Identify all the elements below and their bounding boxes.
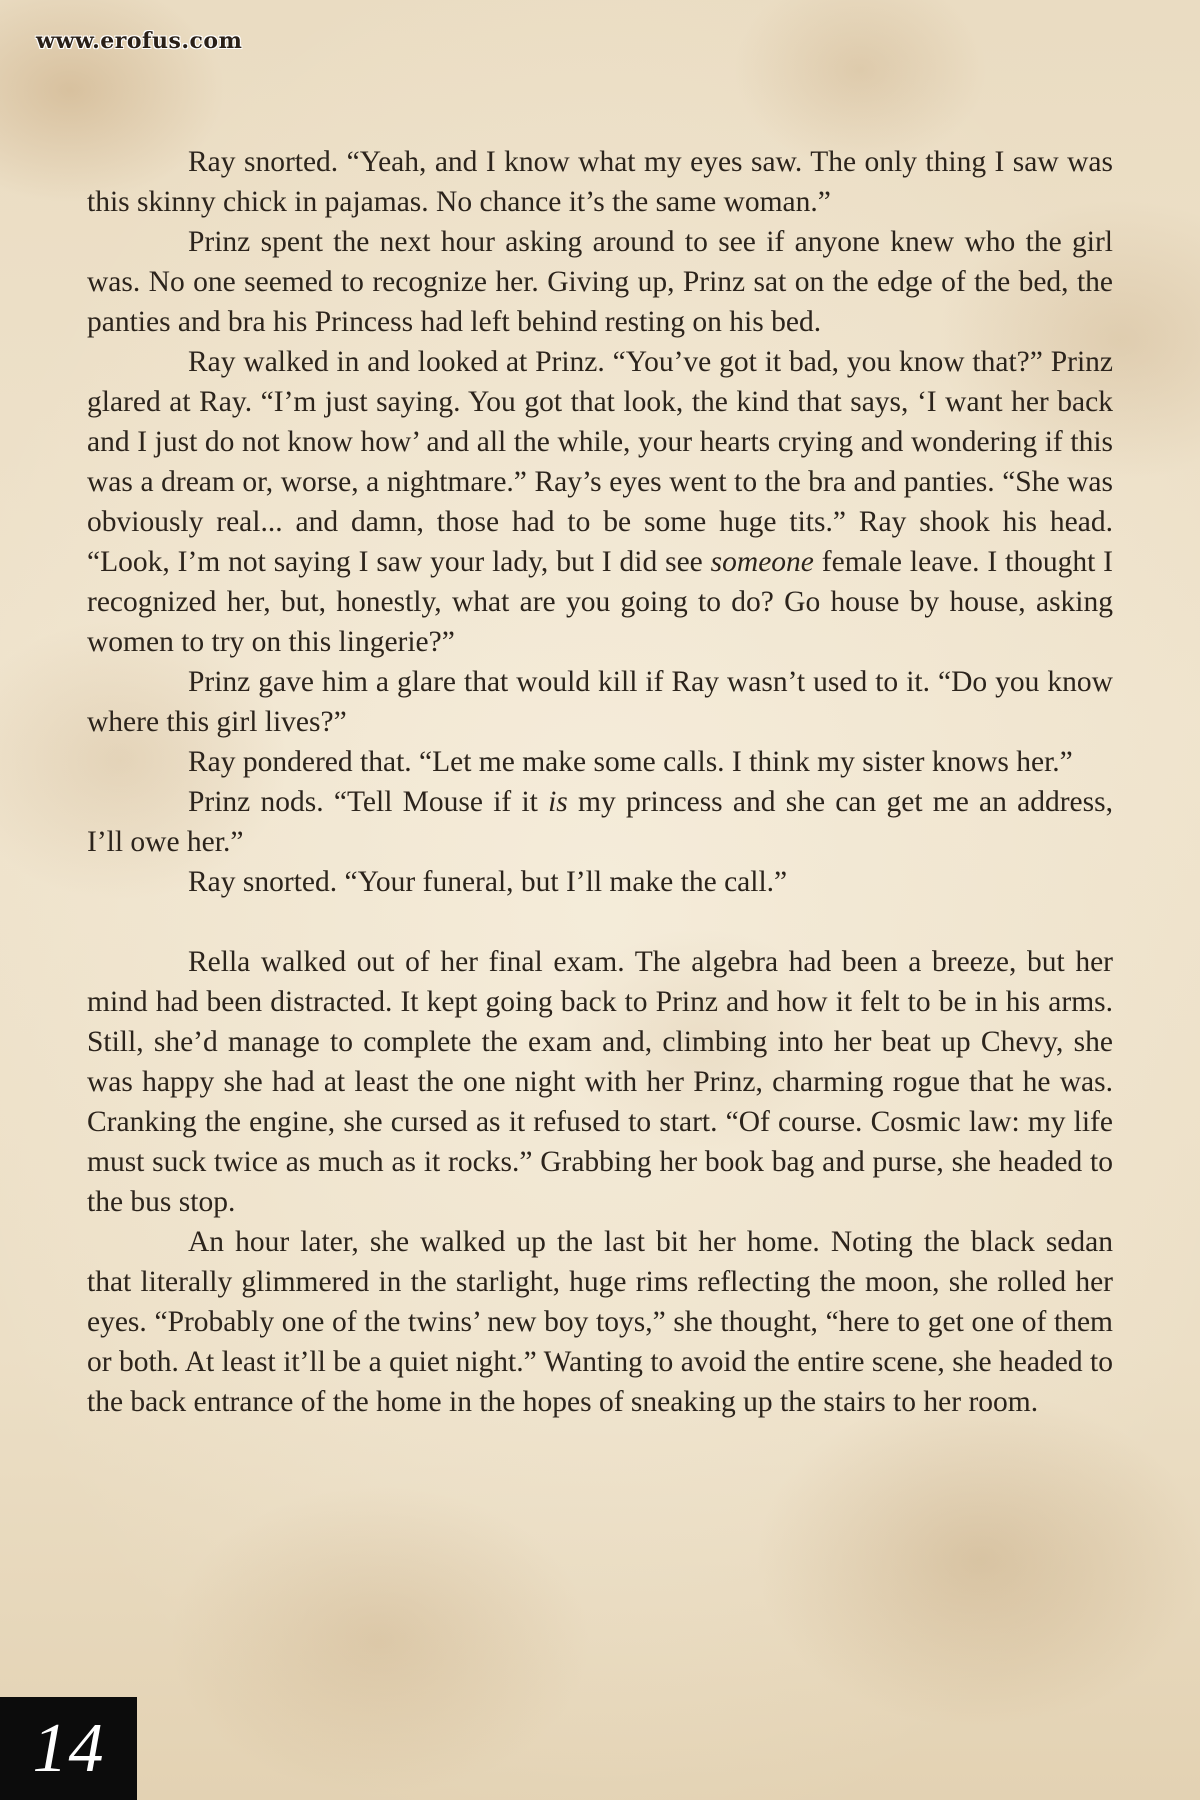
paragraph-text: Ray pondered that. “Let me make some calls. I think my sister knows her.” [188, 746, 1073, 778]
section-break [87, 902, 1113, 942]
site-watermark: www.erofus.com [36, 28, 243, 54]
paragraph-text: Ray snorted. “Yeah, and I know what my eyes saw. The only thing I saw was this skinny chick in pajamas. No chance it’s the same woman.” [87, 146, 1113, 218]
paragraph-text: Prinz gave him a glare that would kill if Ray wasn’t used to it. “Do you know where this girl lives?” [87, 666, 1113, 738]
paragraph [87, 222, 1113, 342]
paragraph [87, 342, 1113, 662]
page-number: 14 [0, 1697, 137, 1800]
paragraph-text: Rella walked out of her final exam. The algebra had been a breeze, but her mind had been distracted. It kept going back to Prinz and how it felt to be in his arms. Still, she’d manage to complete the exam and, climbing into her beat up Chevy, she was happy she had at least the one night with her Prinz, charming rogue that he was. Cranking the engine, she cursed as it refused to start. “Of course. Cosmic law: my life must suck twice as much as it rocks.” Grabbing her book bag and purse, she headed to the bus stop. [87, 946, 1113, 1218]
paragraph [87, 1222, 1113, 1422]
paragraph [87, 862, 1113, 902]
paragraph-text: my princess and she can get me an address, I’ll owe her.” [87, 786, 1113, 858]
paragraph-text: Ray walked in and looked at Prinz. “You’ve got it bad, you know that?” Prinz glared at Ray. “I’m just saying. You got that look, the kind that says, ‘I want her back and I just do not know how’ and all the while, your hearts crying and wondering if this was a dream or, worse, a nightmare.” Ray’s eyes went to the bra and panties. “She was obviously real... and damn, those had to be some huge tits.” Ray shook his head. “Look, I’m not saying I saw your lady, but I did see [87, 346, 1113, 578]
paragraph [87, 942, 1113, 1222]
paragraph-text: female leave. I thought I recognized her, but, honestly, what are you going to do? Go house by house, asking women to try on this lingerie?” [87, 546, 1113, 658]
paragraph [87, 782, 1113, 862]
paragraph [87, 142, 1113, 222]
emphasis-text: someone [710, 546, 814, 578]
paragraph-text: Ray snorted. “Your funeral, but I’ll make the call.” [188, 866, 788, 898]
paragraph [87, 742, 1113, 782]
paragraph-text: Prinz nods. “Tell Mouse if it [188, 786, 549, 818]
paragraph [87, 662, 1113, 742]
emphasis-text: is [548, 786, 568, 818]
paragraph-text: Prinz spent the next hour asking around to see if anyone knew who the girl was. No one seemed to recognize her. Giving up, Prinz sat on the edge of the bed, the panties and bra his Princess had left behind resting on his bed. [87, 226, 1113, 338]
paragraph-text: An hour later, she walked up the last bit her home. Noting the black sedan that literally glimmered in the starlight, huge rims reflecting the moon, she rolled her eyes. “Probably one of the twins’ new boy toys,” she thought, “here to get one of them or both. At least it’ll be a quiet night.” Wanting to avoid the entire scene, she headed to the back entrance of the home in the hopes of sneaking up the stairs to her room. [87, 1226, 1113, 1418]
story-text [87, 142, 1113, 1422]
